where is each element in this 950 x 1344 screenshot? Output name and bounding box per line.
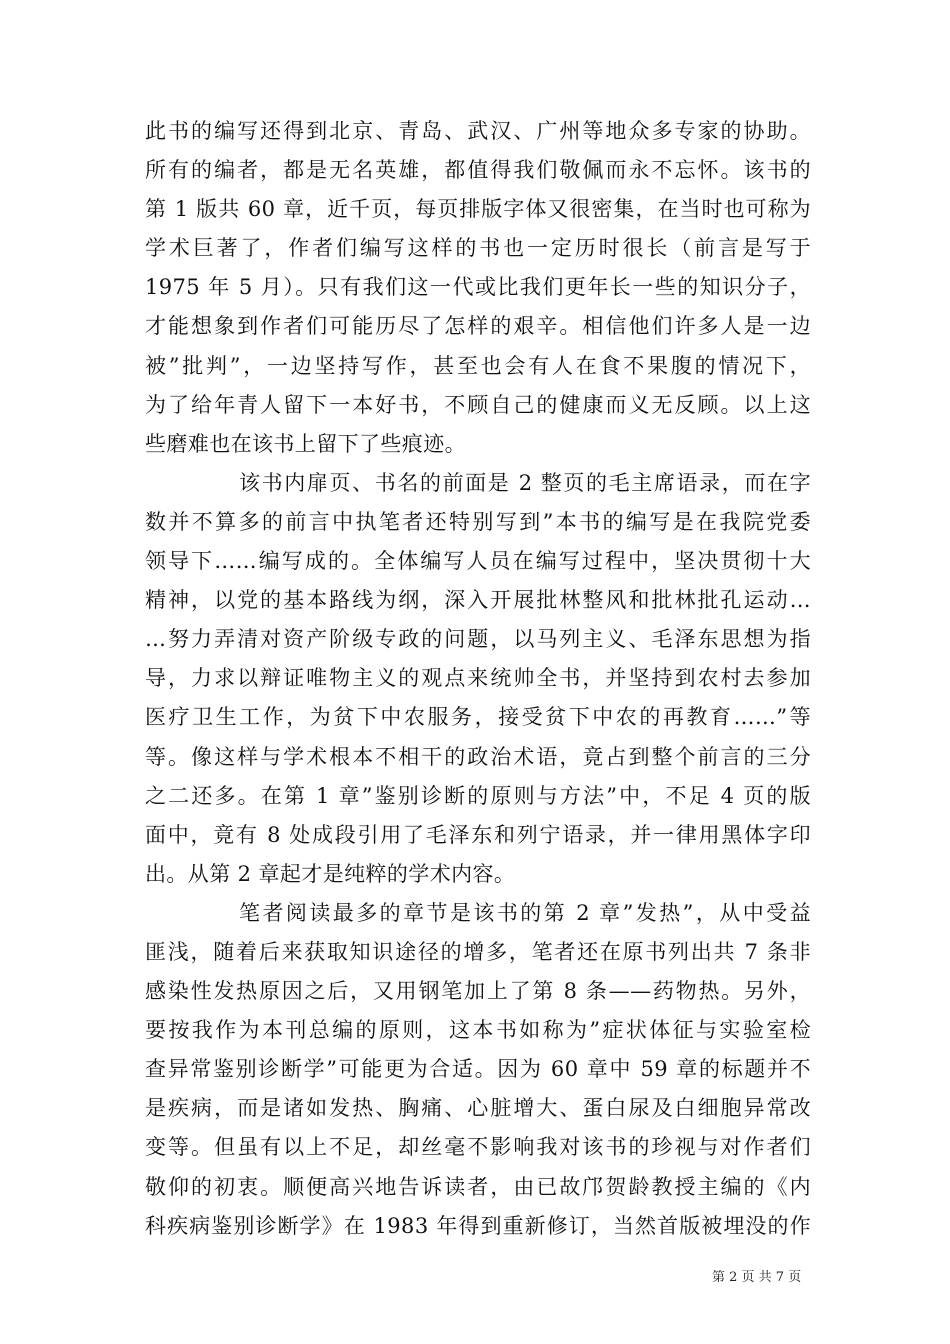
text-line: 才能想象到作者们可能历尽了怎样的艰辛。相信他们许多人是一边 bbox=[145, 314, 811, 339]
text-line: 此书的编写还得到北京、青岛、武汉、广州等地众多专家的协助。 bbox=[145, 119, 811, 143]
page-number: 第 2 页 共 7 页 bbox=[712, 1270, 802, 1285]
text-line: 要按我作为本刊总编的原则，这本书如称为”症状体征与实验室检 bbox=[145, 1018, 811, 1043]
text-line: 导，力求以辩证唯物主义的观点来统帅全书，并坚持到农村去参加 bbox=[145, 666, 811, 691]
text-line: 些磨难也在该书上留下了些痕迹。 bbox=[145, 431, 466, 456]
text-line: 面中，竟有 8 处成段引用了毛泽东和列宁语录，并一律用黑体字印 bbox=[145, 822, 811, 847]
text-line: 精神，以党的基本路线为纲，深入开展批林整风和批林批孔运动… bbox=[145, 588, 811, 613]
text-line: 领导下……编写成的。全体编写人员在编写过程中，坚决贯彻十大 bbox=[145, 549, 811, 574]
text-line: 数并不算多的前言中执笔者还特别写到”本书的编写是在我院党委 bbox=[145, 509, 811, 534]
text-line: 匪浅，随着后来获取知识途径的增多，笔者还在原书列出共 7 条非 bbox=[145, 939, 811, 964]
text-line: 该书内扉页、书名的前面是 2 整页的毛主席语录，而在字 bbox=[239, 470, 811, 495]
text-line: 被”批判”，一边坚持写作，甚至也会有人在食不果腹的情况下， bbox=[145, 353, 811, 378]
text-line: 为了给年青人留下一本好书，不顾自己的健康而义无反顾。以上这 bbox=[145, 392, 811, 417]
text-line: 学术巨著了，作者们编写这样的书也一定历时很长（前言是写于 bbox=[145, 236, 811, 261]
text-line: 变等。但虽有以上不足，却丝毫不影响我对该书的珍视与对作者们 bbox=[145, 1135, 811, 1160]
text-line: 笔者阅读最多的章节是该书的第 2 章”发热”，从中受益 bbox=[239, 900, 811, 925]
text-line: 敬仰的初衷。顺便高兴地告诉读者，由已故邝贺龄教授主编的《内 bbox=[145, 1174, 811, 1199]
text-line: 等。像这样与学术根本不相干的政治术语，竟占到整个前言的三分 bbox=[145, 744, 811, 769]
text-line: 第 1 版共 60 章，近千页，每页排版字体又很密集，在当时也可称为 bbox=[145, 197, 811, 222]
text-line: 出。从第 2 章起才是纯粹的学术内容。 bbox=[145, 861, 516, 886]
text-line: 是疾病，而是诸如发热、胸痛、心脏增大、蛋白尿及白细胞异常改 bbox=[145, 1096, 811, 1121]
text-line: 1975 年 5 月）。只有我们这一代或比我们更年长一些的知识分子， bbox=[145, 275, 811, 300]
text-line: 科疾病鉴别诊断学》在 1983 年得到重新修订，当然首版被埋没的作 bbox=[145, 1213, 811, 1238]
text-line: 之二还多。在第 1 章”鉴别诊断的原则与方法”中，不足 4 页的版 bbox=[145, 783, 811, 808]
text-line: 查异常鉴别诊断学”可能更为合适。因为 60 章中 59 章的标题并不 bbox=[145, 1057, 811, 1082]
text-line: 医疗卫生工作，为贫下中农服务，接受贫下中农的再教育……”等 bbox=[145, 705, 811, 730]
text-line: 所有的编者，都是无名英雄，都值得我们敬佩而永不忘怀。该书的 bbox=[145, 158, 811, 183]
text-line: …努力弄清对资产阶级专政的问题，以马列主义、毛泽东思想为指 bbox=[145, 627, 811, 652]
body-text bbox=[145, 112, 811, 1246]
text-line: 感染性发热原因之后，又用钢笔加上了第 8 条——药物热。另外， bbox=[145, 979, 811, 1004]
